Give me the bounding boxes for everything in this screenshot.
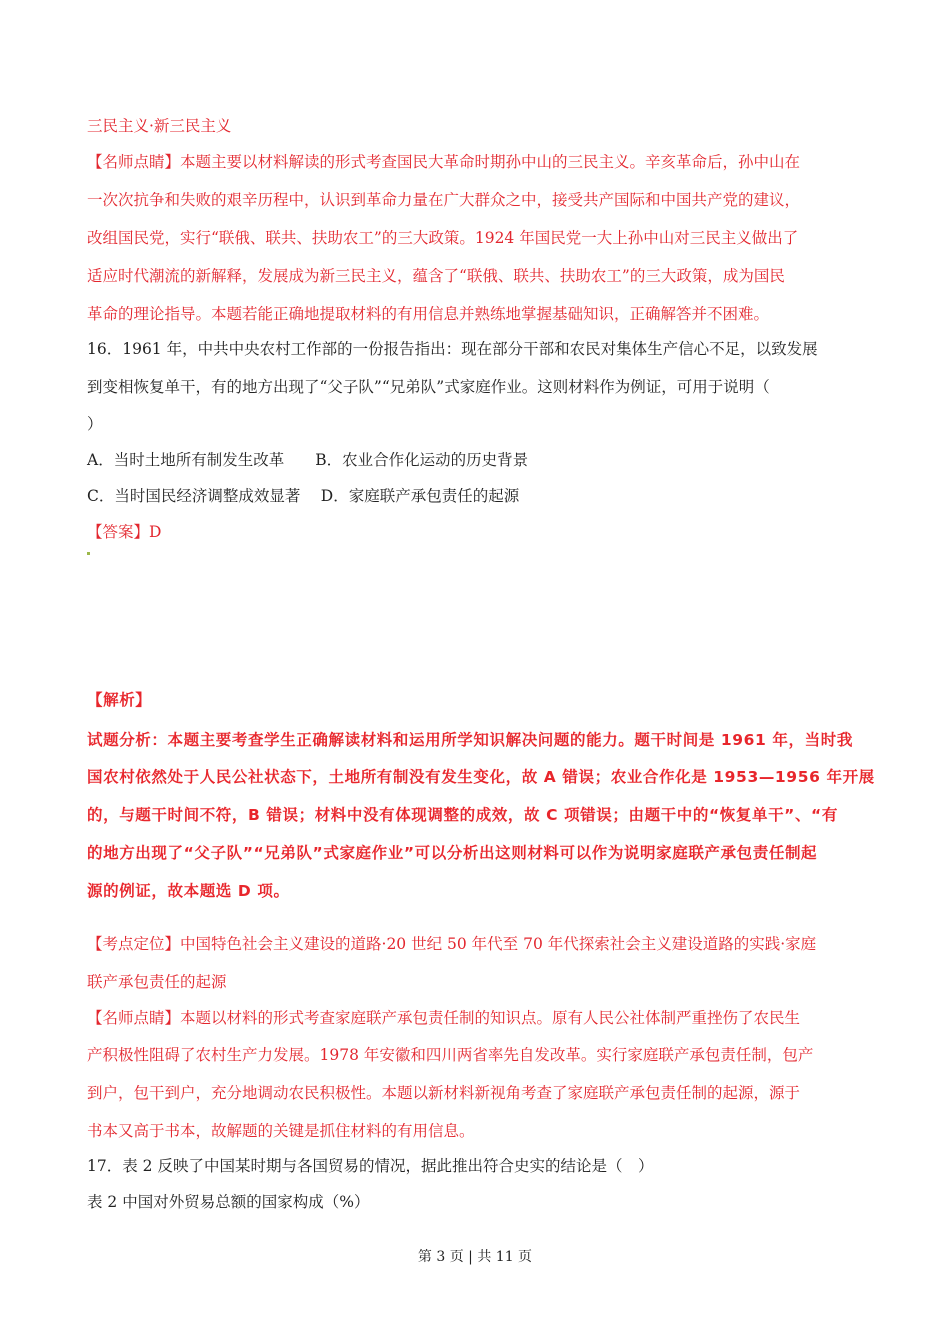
- analysis-line: 的，与题干时间不符，B 错误；材料中没有体现调整的成效，故 C 项错误；由题干中的“恢复单干”、“有: [87, 806, 838, 824]
- text: 本题主要以材料解读的形式考查国民大革命时期孙中山的三民主义。辛亥革命后，孙中山在: [180, 153, 801, 171]
- knowledge-line: 联产承包责任的起源: [87, 973, 227, 991]
- stray-mark: [87, 552, 90, 555]
- question-16-stem: 到变相恢复单干，有的地方出现了“父子队”“兄弟队”式家庭作业。这则材料作为例证，可用于说明（: [87, 378, 770, 396]
- teacher-comment-label: 【名师点睛】: [87, 153, 181, 171]
- text: 本题以材料的形式考查家庭联产承包责任制的知识点。原有人民公社体制严重挫伤了农民生: [180, 1009, 801, 1027]
- options-row-1: A．当时土地所有制发生改革 B．农业合作化运动的历史背景: [87, 451, 529, 469]
- question-16-stem: 16．1961 年，中共中央农村工作部的一份报告指出：现在部分干部和农民对集体生产信心不足，以致发展: [87, 340, 818, 358]
- answer: 【答案】D: [87, 523, 162, 541]
- analysis-line: 试题分析：本题主要考查学生正确解读材料和运用所学知识解决问题的能力。题干时间是 1961 年，当时我: [87, 731, 853, 749]
- page-footer: 第 3 页 | 共 11 页: [417, 1249, 533, 1265]
- teacher-comment-label: 【名师点睛】: [87, 1009, 181, 1027]
- analysis-label: 【解析】: [87, 691, 152, 709]
- analysis-line: 的地方出现了“父子队”“兄弟队”式家庭作业”可以分析出这则材料可以作为说明家庭联产承包责任制起: [87, 844, 818, 862]
- knowledge-label: 【考点定位】: [87, 935, 181, 953]
- knowledge-line: [87, 934, 816, 954]
- analysis-line: 源的例证，故本题选 D 项。: [87, 882, 290, 900]
- teacher-comment-line: [87, 1008, 800, 1028]
- teacher-comment-line: 书本又高于书本，故解题的关键是抓住材料的有用信息。: [87, 1122, 475, 1140]
- question-16-stem: ）: [87, 415, 103, 433]
- table-caption: 表 2 中国对外贸易总额的国家构成（%）: [87, 1193, 370, 1211]
- analysis-line: 国农村依然处于人民公社状态下，土地所有制没有发生变化，故 A 错误；农业合作化是 1953—1956 年开展: [87, 768, 875, 786]
- question-17-stem: 17．表 2 反映了中国某时期与各国贸易的情况，据此推出符合史实的结论是（ ）: [87, 1157, 654, 1175]
- teacher-comment-line: 适应时代潮流的新解释，发展成为新三民主义，蕴含了“联俄、联共、扶助农工”的三大政策，成为国民: [87, 267, 785, 285]
- teacher-comment-line: [87, 152, 800, 172]
- topic-line: 三民主义·新三民主义: [87, 117, 232, 135]
- text: 中国特色社会主义建设的道路·20 世纪 50 年代至 70 年代探索社会主义建设道路的实践·家庭: [180, 935, 817, 953]
- teacher-comment-line: 一次次抗争和失败的艰辛历程中，认识到革命力量在广大群众之中，接受共产国际和中国共产党的建议，: [87, 191, 801, 209]
- teacher-comment-line: 改组国民党，实行“联俄、联共、扶助农工”的三大政策。1924 年国民党一大上孙中山对三民主义做出了: [87, 229, 799, 247]
- teacher-comment-line: 产积极性阻碍了农村生产力发展。1978 年安徽和四川两省率先自发改革。实行家庭联产承包责任制，包产: [87, 1046, 814, 1064]
- teacher-comment-line: 到户，包干到户，充分地调动农民积极性。本题以新材料新视角考查了家庭联产承包责任制的起源，源于: [87, 1084, 801, 1102]
- options-row-2: C．当时国民经济调整成效显著 D．家庭联产承包责任的起源: [87, 487, 520, 505]
- teacher-comment-line: 革命的理论指导。本题若能正确地提取材料的有用信息并熟练地掌握基础知识，正确解答并不困难。: [87, 305, 770, 323]
